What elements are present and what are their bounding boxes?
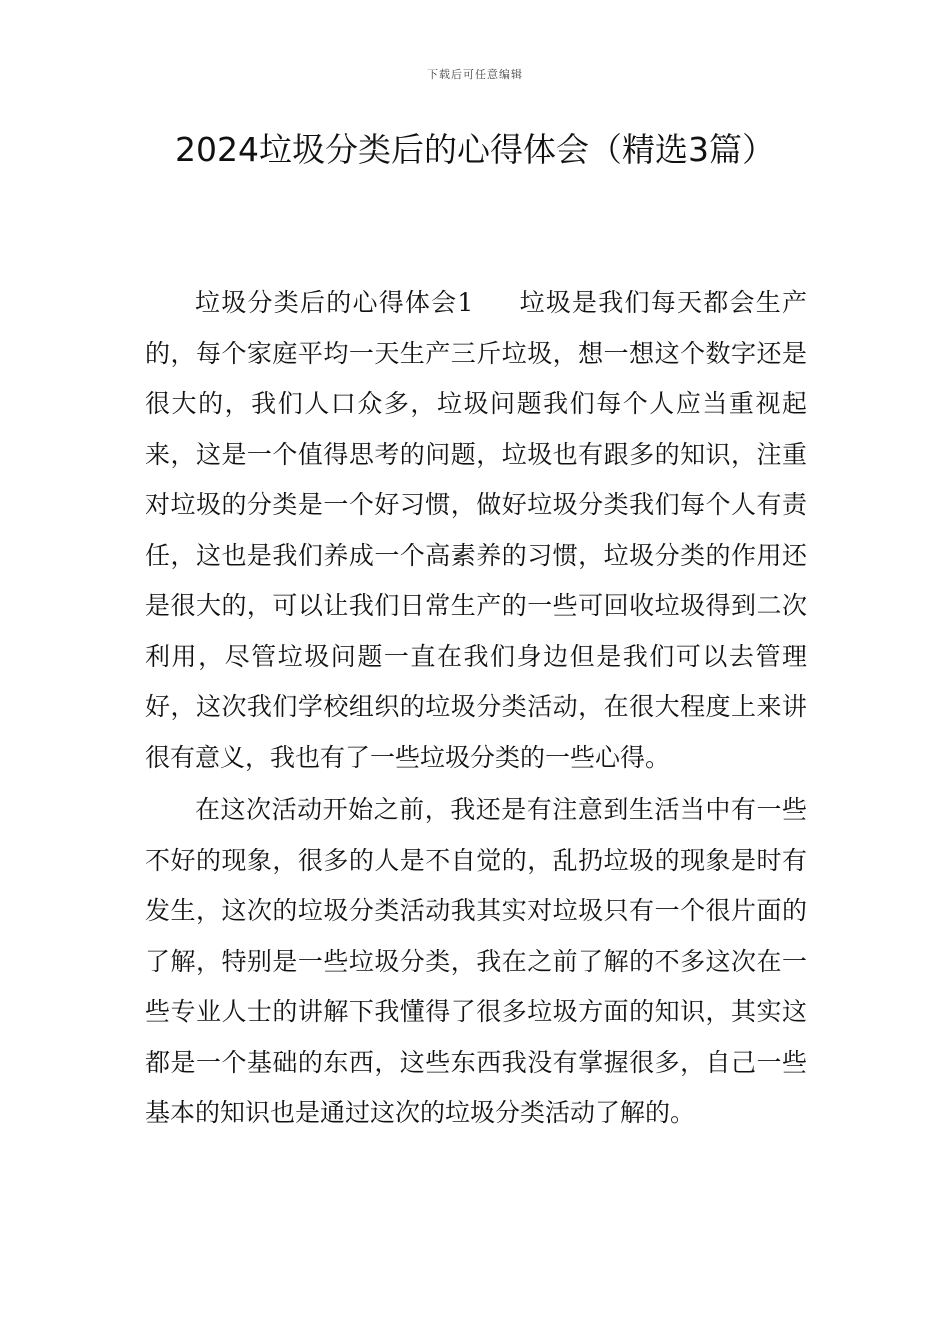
document-body (145, 278, 807, 1141)
header-note: 下载后可任意编辑 (427, 68, 523, 81)
paragraph-1-text: 垃圾是我们每天都会生产的，每个家庭平均一天生产三斤垃圾，想一想这个数字还是很大的，我们人口众多，垃圾问题我们每个人应当重视起来，这是一个值得思考的问题，垃圾也有跟多的知识，注重对垃圾的分类是一个好习惯，做好垃圾分类我们每个人有责任，这也是我们养成一个高素养的习惯，垃圾分类的作用还是很大的，可以让我们日常生产的一些可回收垃圾得到二次利用，尽管垃圾问题一直在我们身边但是我们可以去管理好，这次我们学校组织的垃圾分类活动，在很大程度上来讲很有意义，我也有了一些垃圾分类的一些心得。 (145, 288, 807, 772)
document-title: 2024垃圾分类后的心得体会（精选3篇） (175, 130, 775, 169)
paragraph-1 (145, 278, 807, 783)
section-heading: 垃圾分类后的心得体会1 (195, 288, 474, 317)
paragraph-2: 在这次活动开始之前，我还是有注意到生活当中有一些不好的现象，很多的人是不自觉的，乱扔垃圾的现象是时有发生，这次的垃圾分类活动我其实对垃圾只有一个很片面的了解，特别是一些垃圾分类，我在之前了解的不多这次在一些专业人士的讲解下我懂得了很多垃圾方面的知识，其实这都是一个基础的东西，这些东西我没有掌握很多，自己一些基本的知识也是通过这次的垃圾分类活动了解的。 (145, 795, 807, 1127)
